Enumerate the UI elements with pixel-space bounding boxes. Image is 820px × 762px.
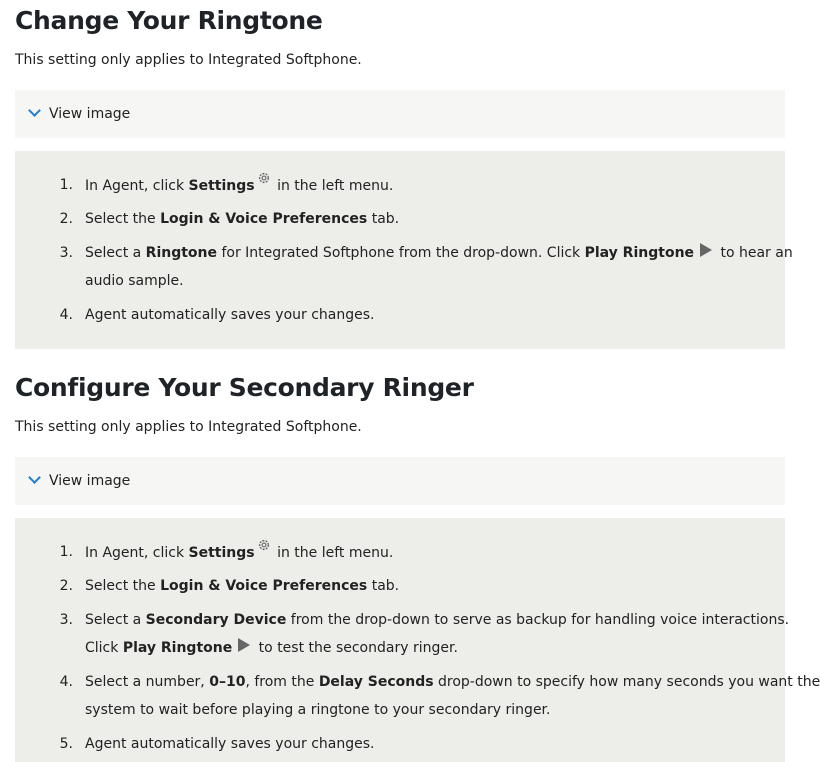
gear-icon — [257, 171, 271, 185]
section-intro: This setting only applies to Integrated Softphone. — [15, 52, 362, 68]
steps-list: 1. In Agent, click Settings in the left menu. 2. Select the Login & Voice Preferences tab. 3. Select a Secondary Device from the drop-down to serve as backup for handling voice interactions. Click Play Ringtone to test the secondary ringer. 4. Select a number, 0–10, from the Delay Seconds drop-down to specify how many seconds you want the system to wait before playing a ringtone to your secondary ringer. 5. Agent automatically saves your changes. — [15, 518, 785, 762]
view-image-label: View image — [49, 106, 131, 122]
view-image-label: View image — [49, 473, 131, 489]
section-intro: This setting only applies to Integrated Softphone. — [15, 419, 362, 435]
steps-list: 1. In Agent, click Settings in the left menu. 2. Select the Login & Voice Preferences tab. 3. Select a Ringtone for Integrated Softphone from the drop-down. Click Play Ringtone to hear an audio sample. 4. Agent automatically saves your changes. — [15, 151, 785, 349]
chevron-down-icon — [28, 471, 41, 484]
view-image-expander[interactable] — [15, 457, 785, 505]
chevron-down-icon — [28, 104, 41, 117]
play-icon — [238, 638, 250, 652]
section-heading-change-ringtone: Change Your Ringtone — [15, 6, 323, 35]
gear-icon — [257, 538, 271, 552]
settings-link-text: Settings — [188, 178, 255, 194]
view-image-expander[interactable] — [15, 90, 785, 138]
section-heading-secondary-ringer: Configure Your Secondary Ringer — [15, 373, 474, 402]
play-icon — [700, 243, 712, 257]
